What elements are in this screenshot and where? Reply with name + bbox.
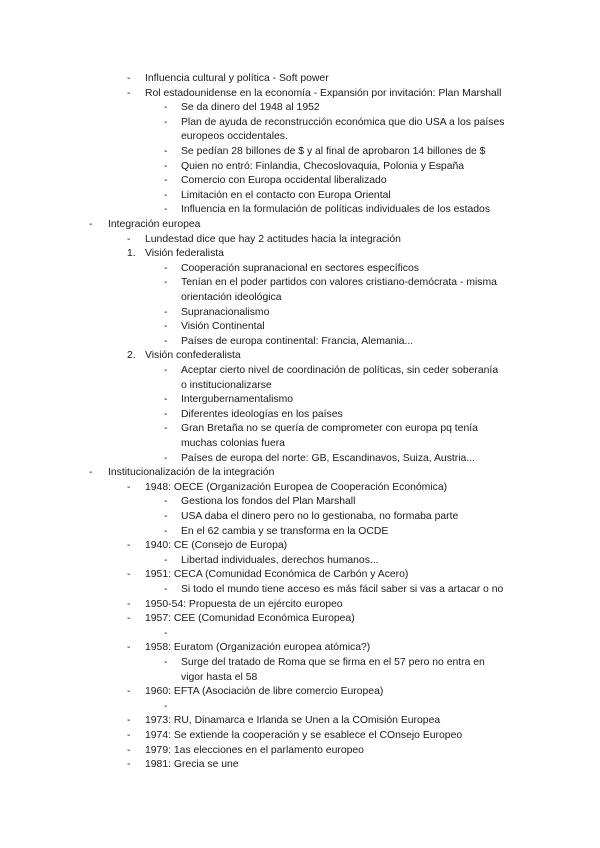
bullet-marker: -: [127, 715, 131, 727]
list-item-text: Libertad individuales, derechos humanos...: [181, 554, 379, 566]
list-item: [0, 510, 600, 525]
bullet-marker: -: [127, 686, 131, 698]
list-item-text: 1958: Euratom (Organización europea atómica?): [145, 642, 371, 654]
number-marker: 1.: [127, 248, 136, 260]
list-item-text: 1940: CE (Consejo de Europa): [145, 540, 288, 552]
list-item-text: 1948: OECE (Organización Europea de Cooperación Económica): [145, 481, 448, 493]
list-item-text: Diferentes ideologías en los países: [181, 408, 343, 420]
list-item: [0, 276, 600, 291]
list-item-continuation: orientación ideológica: [181, 292, 282, 303]
list-item: [0, 422, 600, 437]
bullet-marker: -: [127, 730, 131, 741]
list-item-text: 1950-54: Propuesta de un ejército europeo: [145, 598, 343, 610]
list-item: [0, 583, 600, 598]
bullet-marker: -: [127, 744, 131, 756]
list-item-text: 1974: Se extiende la cooperación y se esablece el COnsejo Europeo: [145, 730, 463, 741]
list-item: [0, 408, 600, 423]
bullet-marker: -: [164, 496, 168, 508]
list-item-continuation: vigor hasta el 58: [181, 671, 258, 683]
bullet-marker: -: [164, 146, 168, 157]
bullet-marker: -: [127, 598, 131, 610]
bullet-marker: -: [164, 365, 168, 376]
bullet-marker: -: [127, 613, 131, 625]
list-item: [0, 174, 600, 189]
list-item: [0, 714, 600, 729]
list-item-text: En el 62 cambia y se transforma en la OCDE: [181, 525, 389, 537]
bullet-marker: -: [127, 569, 131, 581]
bullet-marker: -: [164, 525, 168, 537]
bullet-marker: -: [164, 277, 168, 289]
bullet-marker: -: [164, 408, 168, 420]
list-item-text: Rol estadounidense en la economía - Expansión por invitación: Plan Marshall: [145, 87, 502, 99]
bullet-marker: -: [164, 204, 168, 216]
list-item-text: Visión Continental: [181, 321, 265, 333]
bullet-marker: -: [127, 642, 131, 654]
list-item-text: 1951: CECA (Comunidad Económica de Carbón y Acero): [145, 569, 409, 581]
list-item: [0, 656, 600, 671]
list-item-continuation: o institucionalizarse: [181, 379, 272, 391]
list-item: [0, 116, 600, 131]
list-item-text: 1979: 1as elecciones en el parlamento europeo: [145, 744, 364, 756]
list-item-text: Tenían en el poder partidos con valores cristiano-demócrata - misma: [181, 277, 497, 289]
list-item: [0, 335, 600, 350]
section-heading-text: Institucionalización de la integración: [108, 467, 275, 479]
list-item-text: 1973: RU, Dinamarca e Irlanda se Unen a la COmisión Europea: [145, 715, 441, 727]
list-item: [0, 306, 600, 321]
numbered-item-text: Visión confederalista: [145, 350, 241, 362]
list-item-text: Comercio con Europa occidental liberalizado: [181, 175, 387, 187]
bullet-marker: -: [164, 306, 168, 318]
bullet-marker: -: [164, 423, 168, 435]
bullet-marker: -: [164, 116, 168, 128]
section-heading-text: Integración europea: [108, 219, 201, 230]
list-item-text: Limitación en el contacto con Europa Oriental: [181, 189, 391, 201]
list-item: [0, 320, 600, 335]
bullet-marker: -: [127, 73, 131, 84]
list-item-text: Cooperación supranacional en sectores específicos: [181, 262, 419, 274]
list-item: [0, 744, 600, 759]
list-item-text: Lundestad dice que hay 2 actitudes hacia la integración: [145, 233, 401, 245]
bullet-marker: -: [164, 700, 168, 712]
list-item-text: Supranacionalismo: [181, 306, 270, 318]
list-item: [0, 189, 600, 204]
bullet-marker: -: [164, 321, 168, 333]
list-item: [0, 87, 600, 102]
list-item-text: Intergubernamentalismo: [181, 394, 294, 406]
list-item: [0, 568, 600, 583]
list-item: [0, 495, 600, 510]
numbered-item-text: Visión federalista: [145, 248, 224, 260]
list-item: [0, 554, 600, 569]
list-item-text: Surge del tratado de Roma que se firma en el 57 pero no entra en: [181, 657, 485, 668]
bullet-marker: -: [127, 540, 131, 552]
list-item-text: Plan de ayuda de reconstrucción económica que dio USA a los países: [181, 116, 505, 128]
bullet-marker: -: [164, 175, 168, 187]
list-item-text: Influencia en la formulación de políticas individuales de los estados: [181, 204, 491, 216]
list-item-text: Gestiona los fondos del Plan Marshall: [181, 496, 356, 508]
list-item: [0, 758, 600, 773]
list-item: [0, 700, 600, 715]
list-item: [0, 262, 600, 277]
bullet-marker: -: [127, 233, 131, 245]
list-item: [0, 612, 600, 627]
number-marker: 2.: [127, 350, 136, 362]
list-item-text: USA daba el dinero pero no lo gestionaba, no formaba parte: [181, 511, 459, 522]
list-item: [0, 641, 600, 656]
list-item: [0, 160, 600, 175]
list-item: [0, 539, 600, 554]
list-item-text: Aceptar cierto nivel de coordinación de políticas, sin ceder soberanía: [181, 365, 499, 376]
bullet-marker: -: [164, 584, 168, 595]
numbered-item: [0, 349, 600, 364]
list-item-text: Países de europa continental: Francia, Alemania...: [181, 335, 414, 347]
list-item-text: 1981: Grecia se une: [145, 759, 239, 771]
bullet-marker: -: [164, 452, 168, 464]
list-item-text: Gran Bretaña no se quería de comprometer con europa pq tenía: [181, 423, 478, 435]
list-item: [0, 481, 600, 496]
list-item-text: 1957: CEE (Comunidad Económica Europea): [145, 613, 355, 625]
list-item: [0, 729, 600, 744]
list-item: [0, 685, 600, 700]
bullet-marker: -: [164, 511, 168, 522]
bullet-marker: -: [164, 627, 168, 639]
bullet-marker: -: [164, 554, 168, 566]
bullet-marker: -: [89, 467, 93, 479]
bullet-marker: -: [127, 87, 131, 99]
list-item: [0, 233, 600, 248]
bullet-marker: -: [164, 262, 168, 274]
list-item-continuation: europeos occidentales.: [181, 131, 288, 143]
list-item-continuation: muchas colonias fuera: [181, 438, 285, 449]
section-heading: [0, 218, 600, 233]
list-item: [0, 364, 600, 379]
bullet-marker: -: [164, 102, 168, 114]
list-item: [0, 598, 600, 613]
list-item: [0, 525, 600, 540]
bullet-marker: -: [164, 394, 168, 406]
list-item: [0, 452, 600, 467]
list-item: [0, 72, 600, 87]
list-item: [0, 203, 600, 218]
list-item: [0, 393, 600, 408]
bullet-marker: -: [164, 657, 168, 668]
list-item: [0, 101, 600, 116]
bullet-marker: -: [164, 335, 168, 347]
list-item: [0, 145, 600, 160]
bullet-marker: -: [164, 160, 168, 172]
list-item-text: Si todo el mundo tiene acceso es más fácil saber si vas a artacar o no: [181, 584, 504, 595]
numbered-item: [0, 247, 600, 262]
bullet-marker: -: [89, 219, 93, 230]
bullet-marker: -: [127, 759, 131, 771]
list-item-text: Quien no entró: Finlandia, Checoslovaquia, Polonia y España: [181, 160, 465, 172]
list-item-text: 1960: EFTA (Asociación de libre comercio Europea): [145, 686, 384, 698]
bullet-marker: -: [164, 189, 168, 201]
list-item-text: Se pedían 28 billones de $ y al final de aprobaron 14 billones de $: [181, 146, 486, 157]
list-item-text: Países de europa del norte: GB, Escandinavos, Suiza, Austria...: [181, 452, 475, 464]
section-heading: [0, 466, 600, 481]
list-item: [0, 627, 600, 642]
bullet-marker: -: [127, 481, 131, 493]
list-item-text: Influencia cultural y política - Soft power: [145, 73, 329, 84]
list-item-text: Se da dinero del 1948 al 1952: [181, 102, 320, 114]
